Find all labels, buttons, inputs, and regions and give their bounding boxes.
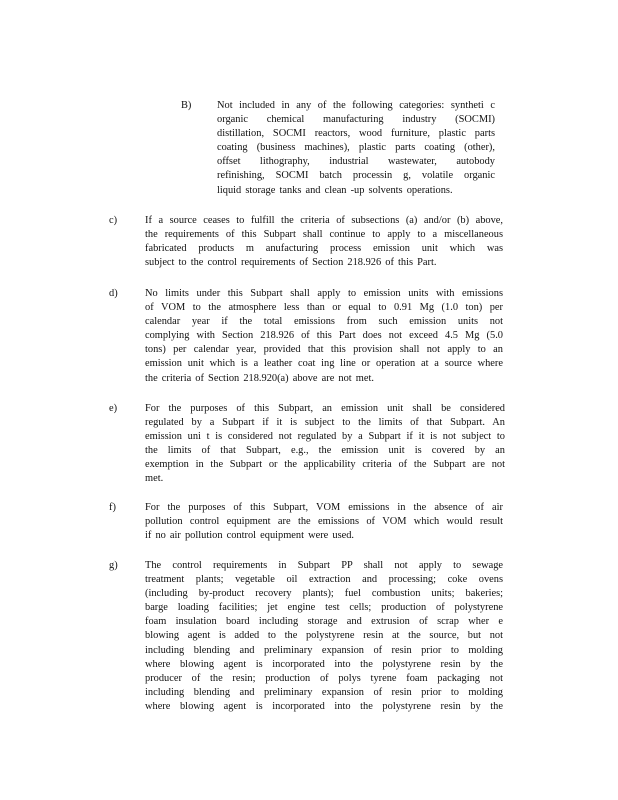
paragraph-text [145,501,503,543]
text-line: of VOM to the atmosphere less than or equal to 0.91 Mg (1.0 ton) per [145,302,503,314]
text-line: the requirements of this Subpart shall continue to apply to a miscellaneous [145,229,503,241]
text-line: For the purposes of this Subpart, VOM emissions in the absence of air [145,502,503,513]
text-line: liquid storage tanks and clean -up solvents operations. [217,184,453,196]
text-line: including blending and preliminary expansion of resin prior to molding [145,686,503,698]
paragraph-label: g) [109,560,118,571]
text-line: offset lithography, industrial wastewater, autobody [217,156,495,168]
text-line: where blowing agent is incorporated into the polystyrene resin by the [145,700,503,712]
paragraph-text [145,402,505,487]
text-line: If a source ceases to fulfill the criteria of subsections (a) and/or (b) above, [145,215,503,226]
text-line: fabricated products m anufacturing process emission unit which was [145,243,503,255]
text-line: emission uni t is considered not regulated by a Subpart if it is not subject to [145,431,505,443]
text-line: exemption in the Subpart or the applicability criteria of the Subpart are not [145,459,505,471]
paragraph-label: c) [109,215,118,226]
text-line: foam insulation board including storage and extrusion of scrap wher e [145,616,503,628]
text-line: if no air pollution control equipment were used. [145,530,355,542]
text-line: met. [145,473,164,485]
paragraph-label: f) [109,502,116,513]
paragraph-text [145,214,503,270]
paragraph-label: d) [109,288,118,299]
text-line: regulated by a Subpart if it is subject to the limits of that Subpart. An [145,417,505,429]
text-line: For the purposes of this Subpart, an emission unit shall be considered [145,403,505,414]
text-line: calendar year if the total emissions from such emission units not [145,316,503,328]
paragraph-text [217,99,495,198]
paragraph-label: B) [181,100,192,111]
text-line: emission unit which is a leather coat ing line or operation at a source where [145,358,503,370]
text-line: distillation, SOCMI reactors, wood furniture, plastic parts [217,128,495,140]
text-line: where blowing agent is incorporated into the polystyrene resin by the [145,658,503,670]
text-line: treatment plants; vegetable oil extraction and processing; coke ovens [145,574,503,586]
text-line: No limits under this Subpart shall apply to emission units with emissions [145,288,503,299]
text-line: The control requirements in Subpart PP shall not apply to sewage [145,560,503,571]
text-line: Not included in any of the following categories: syntheti c [217,100,495,111]
text-line: refinishing, SOCMI batch processin g, volatile organic [217,170,495,182]
text-line: complying with Section 218.926 of this Part does not exceed 4.5 Mg (5.0 [145,330,503,342]
text-line: coating (business machines), plastic parts coating (other), [217,142,495,154]
text-line: tons) per calendar year, provided that this provision shall not apply to an [145,344,503,356]
paragraph-text [145,287,503,386]
paragraph-text [145,559,503,714]
text-line: blowing agent is added to the polystyrene resin at the source, but not [145,630,503,642]
text-line: including blending and preliminary expansion of resin prior to molding [145,644,503,656]
text-line: the criteria of Section 218.920(a) above are not met. [145,372,374,384]
text-line: (including by-product recovery plants); fuel combustion units; bakeries; [145,588,503,600]
text-line: barge loading facilities; jet engine test cells; production of polystyrene [145,602,503,614]
text-line: subject to the control requirements of Section 218.926 of this Part. [145,257,437,269]
paragraph-label: e) [109,403,118,414]
text-line: organic chemical manufacturing industry (SOCMI) [217,114,495,126]
text-line: producer of the resin; production of polys tyrene foam packaging not [145,672,503,684]
text-line: pollution control equipment are the emissions of VOM which would result [145,516,503,528]
text-line: the limits of that Subpart, e.g., the emission unit is covered by an [145,445,505,457]
